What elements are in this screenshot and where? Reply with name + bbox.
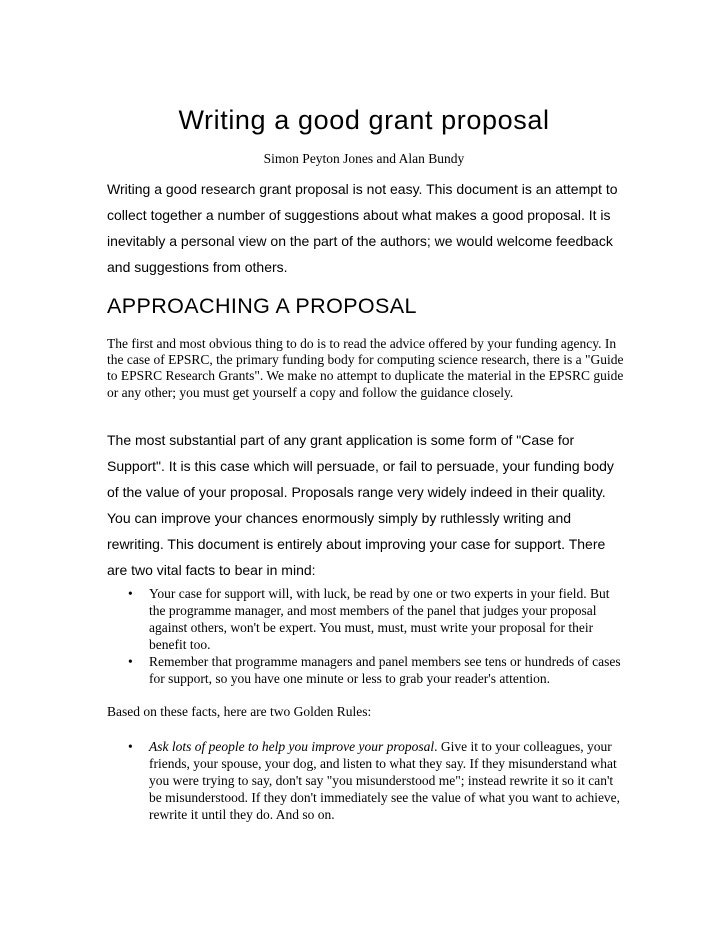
document-authors: Simon Peyton Jones and Alan Bundy: [263, 151, 465, 166]
list-item: [107, 738, 627, 823]
bullet-icon: •: [128, 654, 133, 669]
list-item: [107, 585, 627, 653]
list-item-text: Remember that programme managers and panel members see tens or hundreds of cases for support, so you have one minute or less to grab your reader's attention.: [149, 654, 621, 686]
rule-emphasis: Ask lots of people to help you improve your proposal: [149, 739, 435, 754]
document-title: Writing a good grant proposal: [178, 105, 550, 135]
rule-text: . Give it to your colleagues, your friends, your spouse, your dog, and listen to what they say. If they misunderstand what you were trying to say, don't say "you misunderstood me"; instead rewrite it so it can't be misunderstood. If they don't immediately see the value of what you want to achieve, rewrite it until they do. And so on.: [149, 739, 621, 822]
intro-paragraph: Writing a good research grant proposal is not easy. This document is an attempt to collect together a number of suggestions about what makes a good proposal. It is inevitably a personal view on the part of the authors; we would welcome feedback and suggestions from others.: [107, 181, 618, 275]
list-item: [107, 653, 627, 687]
vital-facts-list: [107, 585, 627, 687]
bullet-icon: •: [128, 739, 133, 754]
paragraph-funding-advice: The first and most obvious thing to do is to read the advice offered by your funding agency. In the case of EPSRC, the primary funding body for computing science research, there is a "Guide to EPSRC Research Grants". We make no attempt to duplicate the material in the EPSRC guide or any other; you must get yourself a copy and follow the guidance closely.: [107, 336, 624, 400]
paragraph-case-for-support: The most substantial part of any grant application is some form of "Case for Support". It is this case which will persuade, or fail to persuade, your funding body of the value of your proposal. Proposals range very widely indeed in their quality. You can improve your chances enormously simply by ruthlessly writing and rewriting. This document is entirely about improving your case for support. There are two vital facts to bear in mind:: [107, 432, 614, 578]
paragraph-golden-rules: Based on these facts, here are two Golden Rules:: [107, 704, 372, 719]
section-heading: APPROACHING A PROPOSAL: [107, 294, 417, 318]
bullet-icon: •: [128, 586, 133, 601]
golden-rules-list: [107, 738, 627, 823]
list-item-text: Your case for support will, with luck, be read by one or two experts in your field. But the programme manager, and most members of the panel that judges your proposal against others, won't be expert. You must, must, must write your proposal for their benefit too.: [149, 586, 610, 652]
